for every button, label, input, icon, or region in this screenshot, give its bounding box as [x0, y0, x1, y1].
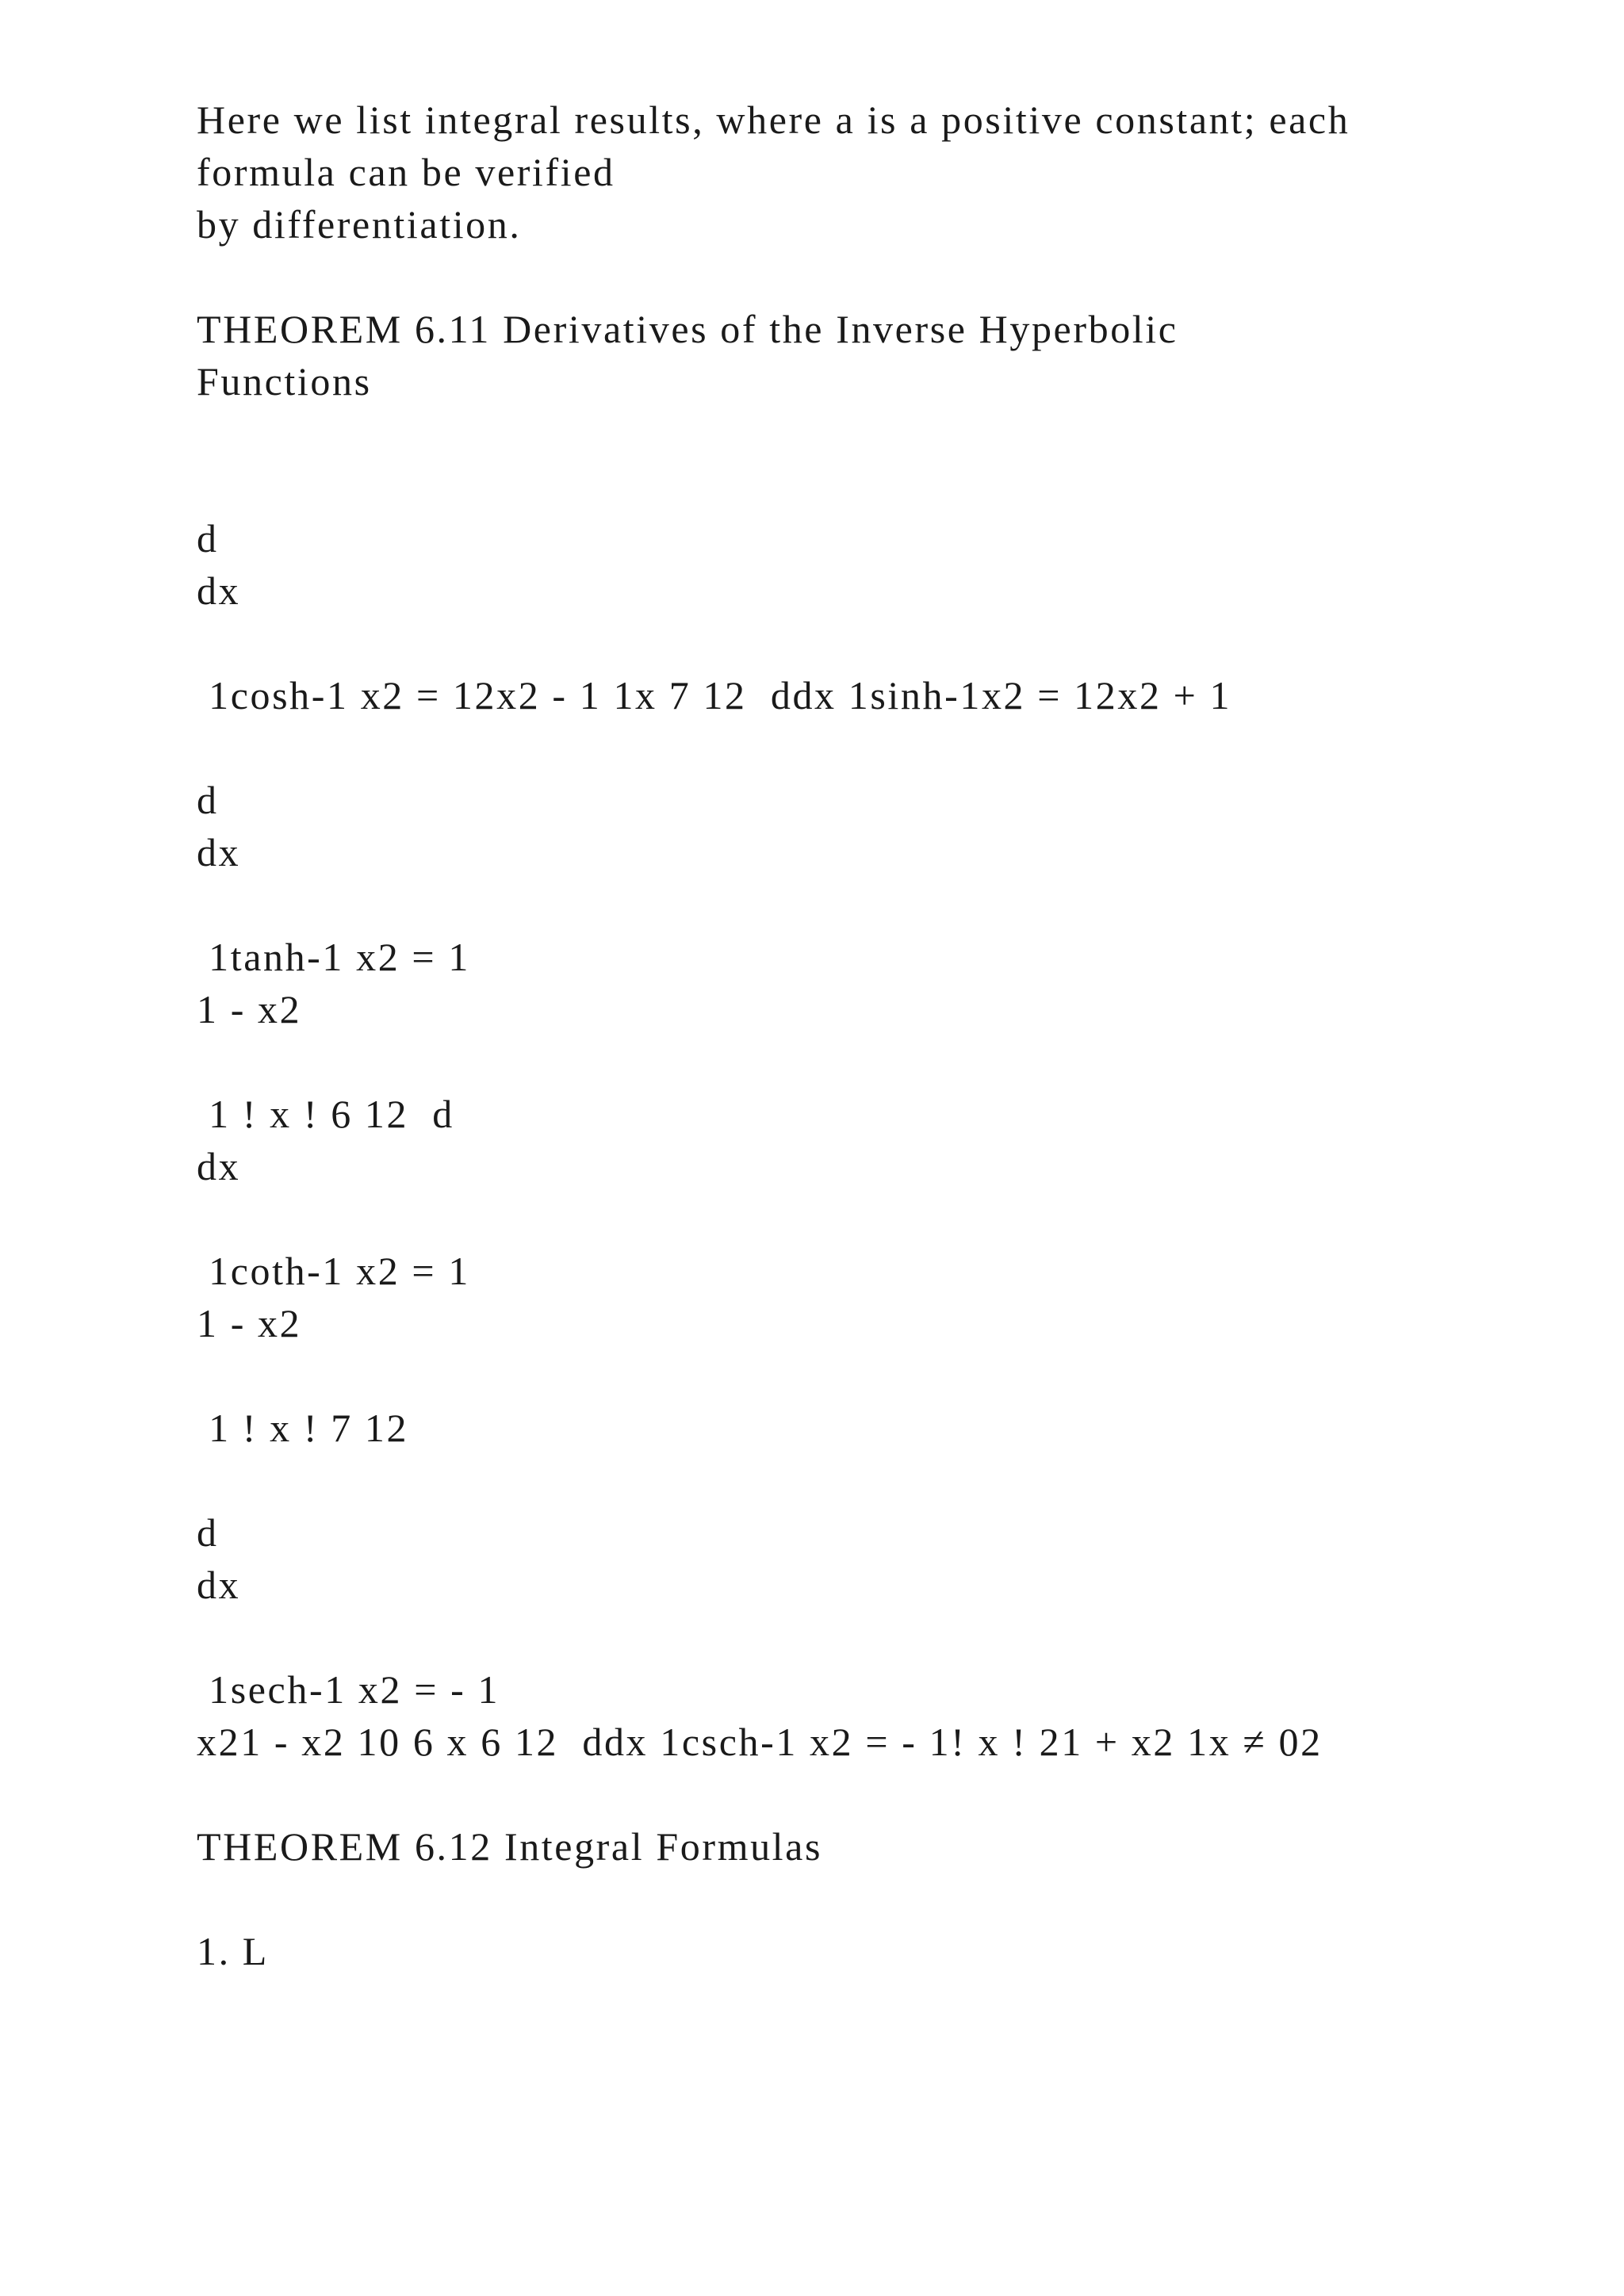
formula-sech: 1sech-1 x2 = - 1: [197, 1667, 500, 1712]
derivative-d: d: [197, 1510, 219, 1555]
derivative-dx: dx: [197, 1563, 241, 1607]
derivative-dx: dx: [197, 830, 241, 874]
formula-coth-condition: 1 ! x ! 7 12: [197, 1406, 409, 1450]
integral-formula-1: 1. L: [197, 1929, 269, 1973]
formula-coth: 1coth-1 x2 = 1: [197, 1249, 470, 1293]
intro-line-1: Here we list integral results, where a is a positive constant; each: [197, 98, 1350, 142]
intro-line-2: formula can be verified: [197, 150, 615, 194]
formula-coth-denominator: 1 - x2: [197, 1301, 302, 1345]
formula-tanh-denominator: 1 - x2: [197, 987, 302, 1031]
derivative-dx: dx: [197, 1144, 241, 1188]
formula-sech-csch: x21 - x2 10 6 x 6 12 ddx 1csch-1 x2 = - 1! x ! 21 + x2 1x ≠ 02: [197, 1720, 1323, 1764]
intro-line-3: by differentiation.: [197, 202, 522, 247]
derivative-d: d: [197, 778, 219, 822]
formula-tanh-condition: 1 ! x ! 6 12 d: [197, 1092, 454, 1136]
derivative-dx: dx: [197, 568, 241, 613]
theorem-6-11-heading: THEOREM 6.11 Derivatives of the Inverse Hyperbolic: [197, 307, 1178, 351]
formula-cosh-sinh: 1cosh-1 x2 = 12x2 - 1 1x 7 12 ddx 1sinh-1x2 = 12x2 + 1: [197, 673, 1232, 718]
formula-tanh: 1tanh-1 x2 = 1: [197, 935, 470, 979]
theorem-6-11-heading-cont: Functions: [197, 359, 372, 404]
derivative-d: d: [197, 516, 219, 561]
theorem-6-12-heading: THEOREM 6.12 Integral Formulas: [197, 1824, 823, 1869]
